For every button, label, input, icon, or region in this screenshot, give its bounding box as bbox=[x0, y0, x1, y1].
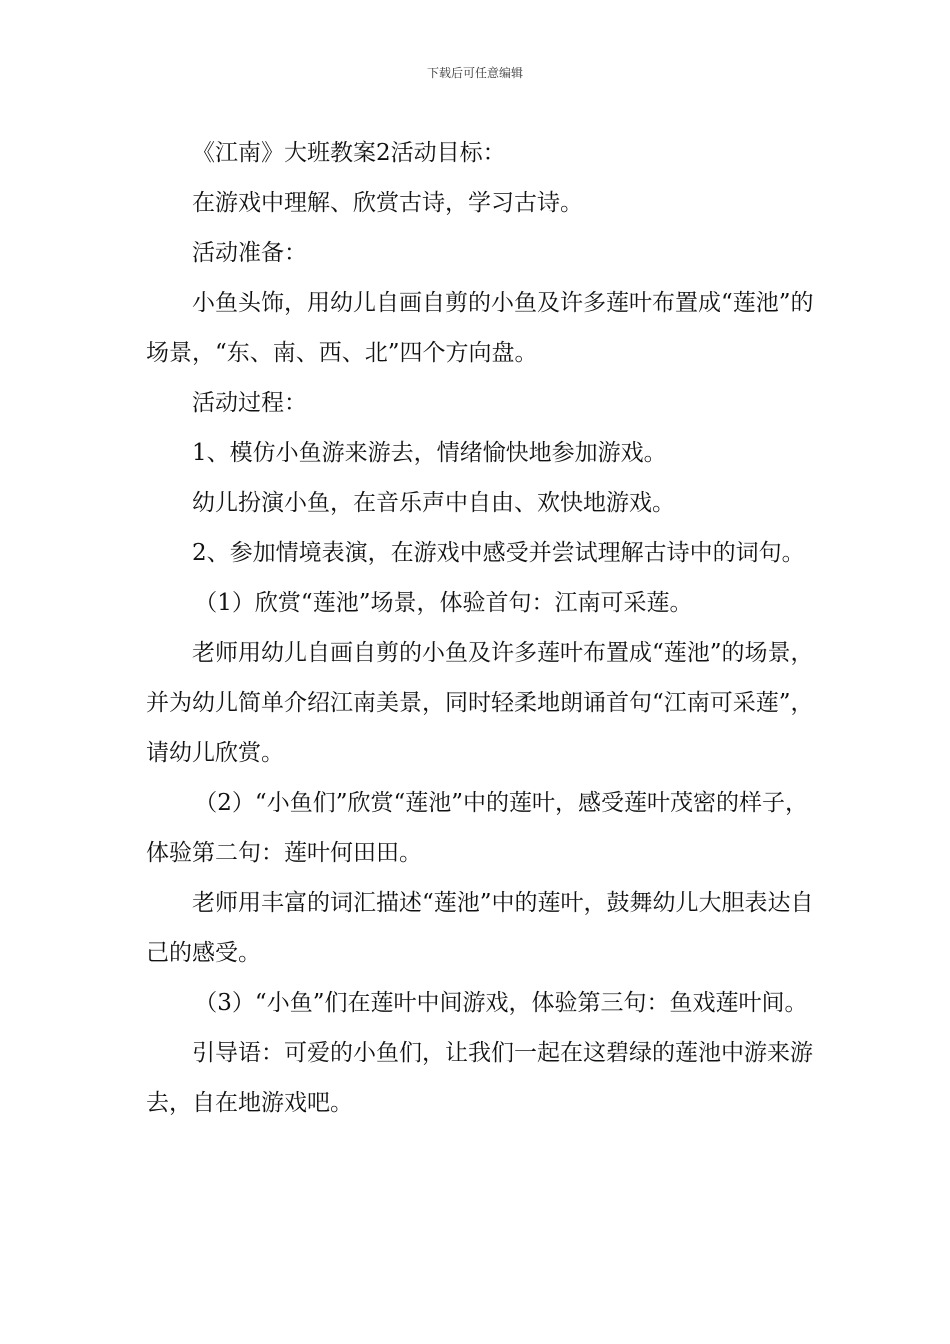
paragraph-guide: 引导语：可爱的小鱼们，让我们一起在这碧绿的莲池中游来游去，自在地游戏吧。 bbox=[146, 1040, 813, 1116]
paragraph-step-1: 1、模仿小鱼游来游去，情绪愉快地参加游戏。 bbox=[192, 440, 667, 466]
paragraph-step-2-3: （3）“小鱼”们在莲叶中间游戏，体验第三句：鱼戏莲叶间。 bbox=[194, 990, 808, 1016]
paragraph-preparation: 小鱼头饰，用幼儿自画自剪的小鱼及许多莲叶布置成“莲池”的场景，“东、南、西、北”四个方向盘。 bbox=[146, 290, 814, 366]
paragraph-step-2: 2、参加情境表演，在游戏中感受并尝试理解古诗中的词句。 bbox=[192, 540, 805, 566]
paragraph-objective: 在游戏中理解、欣赏古诗，学习古诗。 bbox=[192, 190, 583, 216]
paragraph-process-title: 活动过程： bbox=[192, 390, 307, 416]
paragraph-step-2-2-detail: 老师用丰富的词汇描述“莲池”中的莲叶，鼓舞幼儿大胆表达自己的感受。 bbox=[146, 890, 814, 966]
paragraph-step-2-1-detail: 老师用幼儿自画自剪的小鱼及许多莲叶布置成“莲池”的场景，并为幼儿简单介绍江南美景，同时轻柔地朗诵首句“江南可采莲”，请幼儿欣赏。 bbox=[146, 640, 814, 766]
paragraph-step-1-detail: 幼儿扮演小鱼，在音乐声中自由、欢快地游戏。 bbox=[192, 490, 675, 516]
document-body bbox=[146, 128, 826, 1128]
paragraph-step-2-2: （2）“小鱼们”欣赏“莲池”中的莲叶，感受莲叶茂密的样子，体验第二句：莲叶何田田。 bbox=[146, 790, 808, 866]
paragraph-preparation-title: 活动准备： bbox=[192, 240, 307, 266]
paragraph-step-2-1: （1）欣赏“莲池”场景，体验首句：江南可采莲。 bbox=[194, 590, 693, 616]
page-header: 下载后可任意编辑 bbox=[426, 66, 523, 80]
paragraph-objectives-title: 《江南》大班教案2活动目标： bbox=[192, 140, 506, 166]
